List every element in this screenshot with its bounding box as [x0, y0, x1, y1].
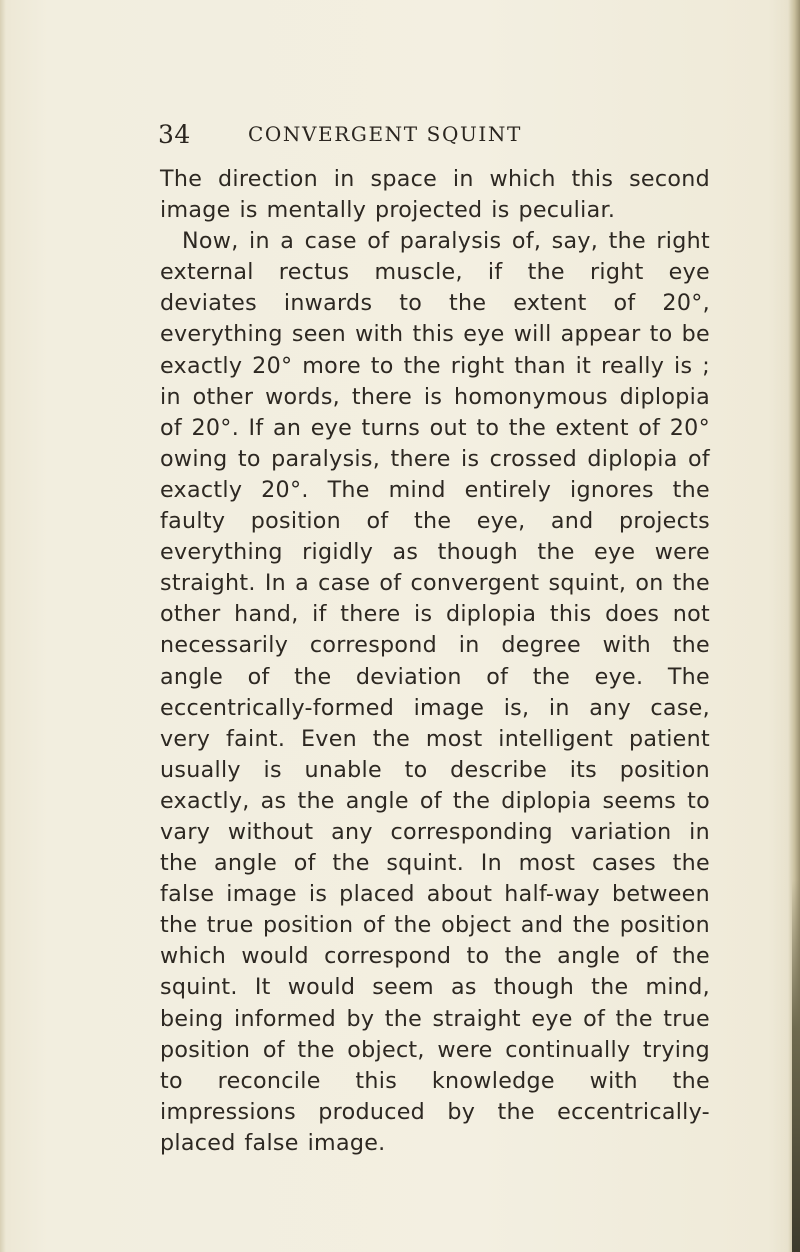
page-number: 34 — [158, 120, 191, 149]
running-head: CONVERGENT SQUINT — [248, 122, 522, 146]
page-header — [158, 120, 718, 150]
paragraph: Now, in a case of paralysis of, say, the right external rectus muscle, if the right eye deviates inwards to the extent of 20°, everything seen with this eye will appear to be exactly 20° more to the right than it really is ; in other words, there is homonymous diplopia of 20°. If an eye turns out to the extent of 20° owing to paralysis, there is crossed diplopia of exactly 20°. The mind entirely ignores the faulty position of the eye, and projects everything rigidly as though the eye were straight. In a case of convergent squint, on the other hand, if there is diplopia this does not necessarily correspond in degree with the angle of the deviation of the eye. The eccentrically-formed image is, in any case, very faint. Even the most intelligent patient usually is unable to describe its position exactly, as the angle of the diplopia seems to vary without any corresponding variation in the angle of the squint. In most cases the false image is placed about half-way between the true position of the object and the position which would correspond to the angle of the squint. It would seem as though the mind, being informed by the straight eye of the true position of the object, were continually trying to reconcile this knowledge with the impressions produced by the eccentrically-placed false image. — [160, 228, 710, 1156]
page-edge-left — [0, 0, 6, 1252]
page-edge-shadow — [792, 880, 800, 1252]
paragraph: The direction in space in which this second image is mentally projected is peculiar. — [160, 166, 710, 224]
body-text — [160, 164, 710, 1159]
